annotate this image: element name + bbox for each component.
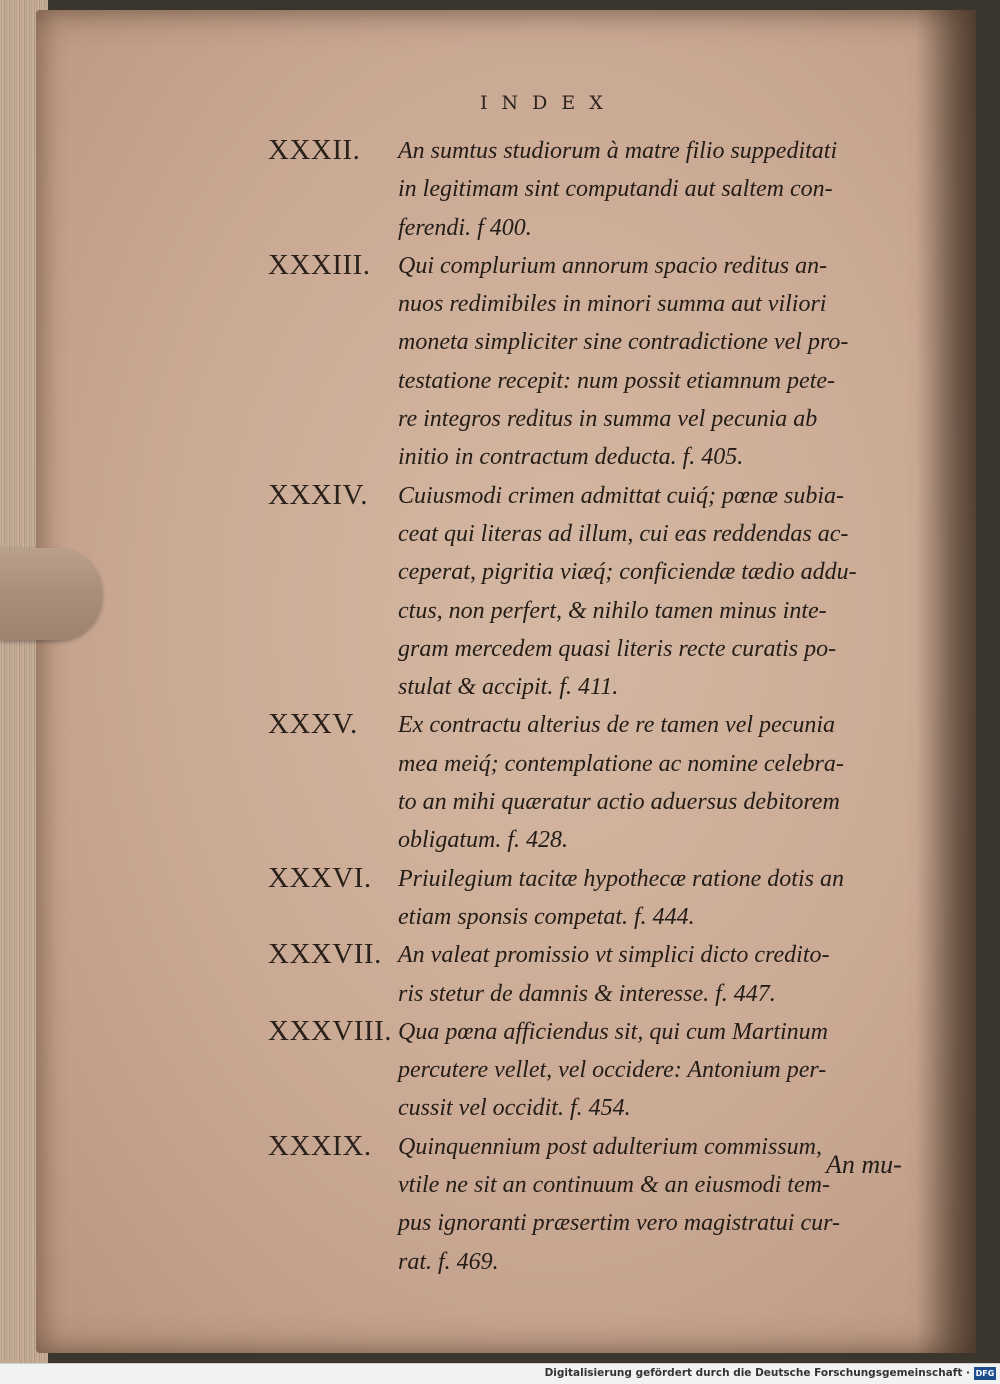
index-entry [268, 132, 940, 247]
index-entry [268, 477, 940, 707]
entry-number: XXXVII. [268, 938, 382, 971]
entry-line: ctus, non perfert, & nihilo tamen minus inte- [398, 597, 827, 624]
entry-number: XXXII. [268, 134, 361, 166]
index-entry [268, 1013, 940, 1128]
entry-number: XXXV. [268, 708, 358, 741]
entry-line: Qua pœna afficiendus sit, qui cum Martinum [398, 1018, 828, 1045]
entry-line: in legitimam sint computandi aut saltem con- [398, 176, 833, 203]
entry-line: An valeat promissio vt simplici dicto credito- [398, 942, 830, 969]
entry-line: stulat & accipit. f. 411. [398, 674, 619, 701]
entry-line: Ex contractu alterius de re tamen vel pecunia [398, 712, 835, 739]
entry-number: XXXVIII. [268, 1014, 392, 1047]
entry-line: percutere vellet, vel occidere: Antonium per- [398, 1057, 827, 1084]
page-header: INDEX [480, 92, 617, 114]
entry-line: testatione recepit: num possit etiamnum pete- [398, 367, 836, 394]
entry-number: XXXIX. [268, 1129, 372, 1162]
entry-line: initio in contractum deducta. f. 405. [398, 444, 744, 471]
entry-line: gram mercedem quasi literis recte curatis po- [398, 635, 837, 662]
entry-number: XXXIV. [268, 478, 368, 511]
catchword: An mu- [826, 1150, 902, 1179]
entry-line: pus ignoranti præsertim vero magistratui cur- [398, 1210, 840, 1237]
entry-line: Priuilegium tacitæ hypothecæ ratione dotis an [398, 865, 844, 892]
entry-line: to an mihi quæratur actio aduersus debitorem [398, 789, 840, 816]
entry-line: Cuiusmodi crimen admittat cuiq́; pœnæ subia- [398, 482, 844, 509]
entry-line: An sumtus studiorum à matre filio suppeditati [398, 138, 838, 164]
entry-line: ferendi. f 400. [398, 214, 532, 241]
index-entry [268, 860, 940, 937]
dfg-logo[interactable]: DFG [975, 1369, 995, 1378]
entry-line: etiam sponsis competat. f. 444. [398, 903, 695, 930]
entry-line: obligatum. f. 428. [398, 827, 569, 854]
footer-bar [0, 1363, 1000, 1384]
entry-line: cussit vel occidit. f. 454. [398, 1095, 631, 1122]
entry-line: vtile ne sit an continuum & an eiusmodi tem- [398, 1172, 830, 1199]
footer-credit: Digitalisierung gefördert durch die Deutsche Forschungsgemeinschaft · [544, 1367, 970, 1379]
entry-line: moneta simpliciter sine contradictione vel pro- [398, 329, 849, 356]
clasp [0, 548, 102, 640]
entry-line: Qui complurium annorum spacio reditus an- [398, 252, 828, 279]
entry-number: XXXIII. [268, 248, 371, 281]
entry-line: ceperat, pigritia viæq́; conficiendæ tædio addu- [398, 559, 857, 586]
entry-line: mea meiq́; contemplatione ac nomine celebra- [398, 750, 844, 777]
index-entry [268, 706, 940, 859]
index-entry [268, 936, 940, 1013]
entry-line: rat. f. 469. [398, 1248, 499, 1275]
index-entry [268, 247, 940, 477]
entry-line: nuos redimibiles in minori summa aut viliori [398, 291, 827, 318]
entry-line: ris stetur de damnis & interesse. f. 447. [398, 980, 776, 1007]
entry-number: XXXVI. [268, 861, 372, 894]
entry-line: re integros reditus in summa vel pecunia ab [398, 406, 818, 433]
entry-line: ceat qui literas ad illum, cui eas reddendas ac- [398, 520, 849, 547]
entry-line: Quinquennium post adulterium commissum, [398, 1133, 822, 1160]
index-entries [268, 132, 940, 1281]
